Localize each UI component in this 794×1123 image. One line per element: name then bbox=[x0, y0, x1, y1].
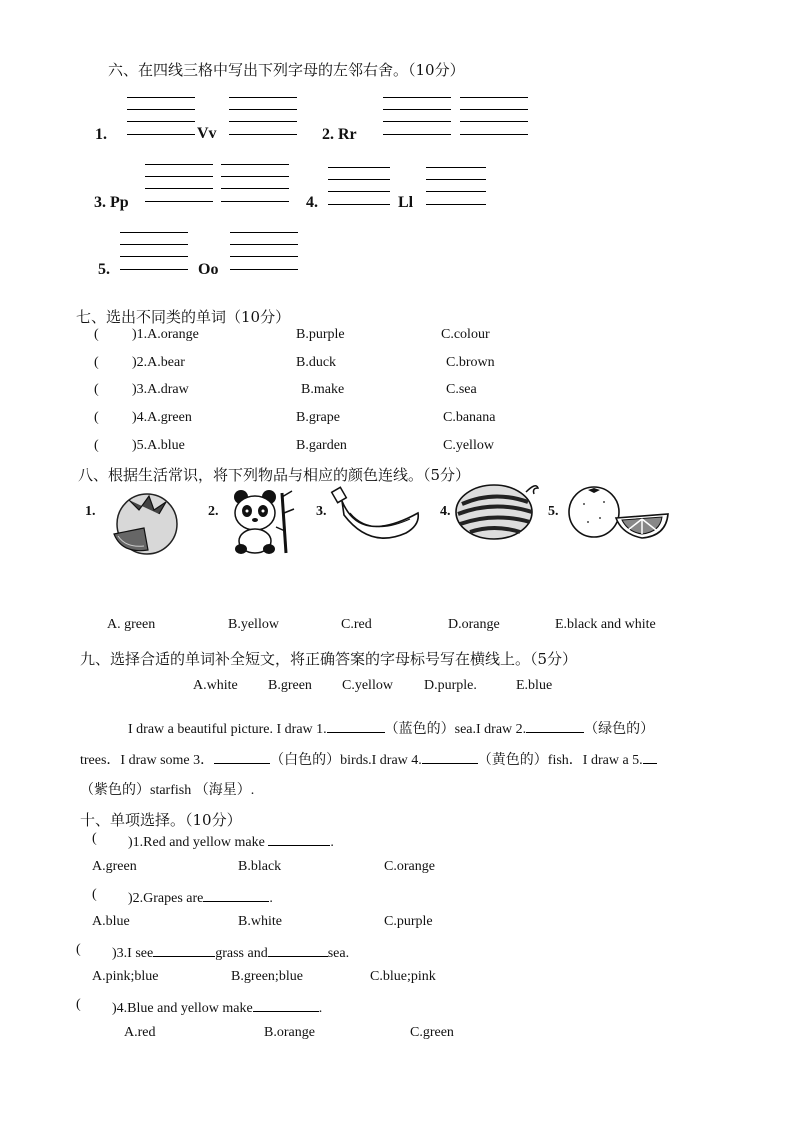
option-c: C.green bbox=[410, 1025, 454, 1040]
question-text: )5.A.blue bbox=[132, 438, 185, 453]
question-text: )4.A.green bbox=[132, 410, 192, 425]
question-text: )4.Blue and yellow make . bbox=[112, 997, 322, 1017]
section-10-heading: 十、单项选择。（10分） bbox=[80, 811, 242, 829]
option-b: B.duck bbox=[296, 355, 337, 370]
banana-icon bbox=[330, 485, 426, 545]
picture-label: 5. bbox=[548, 504, 559, 519]
passage-line-1: I draw a beautiful picture. I draw 1. （蓝色的）sea.I draw 2. （绿色的） bbox=[128, 718, 654, 738]
answer-blank[interactable] bbox=[268, 942, 328, 957]
four-line-grid[interactable] bbox=[460, 97, 528, 135]
option-c: C.colour bbox=[441, 327, 490, 342]
option-c: C.purple bbox=[384, 914, 433, 929]
answer-paren[interactable]: ( bbox=[94, 410, 99, 425]
answer-blank[interactable] bbox=[643, 749, 657, 764]
answer-paren[interactable]: ( bbox=[94, 355, 99, 370]
option-c: C.banana bbox=[443, 410, 496, 425]
orange-icon bbox=[566, 484, 674, 542]
question-text: )1.A.orange bbox=[132, 327, 199, 342]
word-option: C.yellow bbox=[342, 678, 393, 693]
answer-paren[interactable]: ( bbox=[76, 942, 81, 957]
watermelon-icon bbox=[452, 476, 544, 542]
option-b: B.green;blue bbox=[231, 969, 303, 984]
answer-blank[interactable] bbox=[253, 997, 319, 1012]
color-option[interactable]: D.orange bbox=[448, 617, 500, 632]
option-a: A.red bbox=[124, 1025, 156, 1040]
answer-paren[interactable]: ( bbox=[94, 382, 99, 397]
option-c: C.blue;pink bbox=[370, 969, 436, 984]
answer-blank[interactable] bbox=[268, 831, 330, 846]
passage-line-3: （紫色的）starfish （海星）. bbox=[80, 783, 255, 798]
color-option[interactable]: B.yellow bbox=[228, 617, 279, 632]
four-line-grid[interactable] bbox=[229, 97, 297, 135]
section-7-heading: 七、选出不同类的单词（10分） bbox=[76, 308, 291, 326]
option-c: C.orange bbox=[384, 859, 435, 874]
letters-vv: Vv bbox=[197, 125, 217, 142]
answer-paren[interactable]: ( bbox=[92, 831, 97, 846]
question-text: )2.Grapes are . bbox=[128, 887, 273, 907]
panda-icon bbox=[226, 487, 298, 557]
letters-oo: Oo bbox=[198, 261, 219, 278]
answer-paren[interactable]: ( bbox=[92, 887, 97, 902]
answer-paren[interactable]: ( bbox=[76, 997, 81, 1012]
answer-paren[interactable]: ( bbox=[94, 438, 99, 453]
option-b: B.purple bbox=[296, 327, 345, 342]
word-option: D.purple. bbox=[424, 678, 477, 693]
color-option[interactable]: E.black and white bbox=[555, 617, 656, 632]
answer-blank[interactable] bbox=[203, 887, 269, 902]
question-text: )3.A.draw bbox=[132, 382, 189, 397]
color-option[interactable]: A. green bbox=[107, 617, 156, 632]
option-a: A.pink;blue bbox=[92, 969, 159, 984]
four-line-grid[interactable] bbox=[230, 232, 298, 270]
four-line-grid[interactable] bbox=[145, 164, 213, 202]
question-text: )3.I see grass and sea. bbox=[112, 942, 349, 962]
item-1-number: 1. bbox=[95, 126, 107, 143]
question-text: )1.Red and yellow make . bbox=[128, 831, 334, 851]
option-b: B.black bbox=[238, 859, 282, 874]
option-b: B.garden bbox=[296, 438, 347, 453]
item-3-label: 3. Pp bbox=[94, 194, 129, 211]
option-c: C.brown bbox=[446, 355, 495, 370]
four-line-grid[interactable] bbox=[221, 164, 289, 202]
answer-paren[interactable]: ( bbox=[94, 327, 99, 342]
tomato-icon bbox=[104, 490, 182, 558]
item-5-number: 5. bbox=[98, 261, 110, 278]
item-2-label: 2. Rr bbox=[322, 126, 357, 143]
answer-blank[interactable] bbox=[526, 718, 584, 733]
picture-label: 2. bbox=[208, 504, 219, 519]
option-a: A.blue bbox=[92, 914, 130, 929]
answer-blank[interactable] bbox=[214, 749, 270, 764]
four-line-grid[interactable] bbox=[120, 232, 188, 270]
section-9-heading: 九、选择合适的单词补全短文，将正确答案的字母标号写在横线上。（5分） bbox=[80, 650, 578, 668]
item-4-number: 4. bbox=[306, 194, 318, 211]
word-option: B.green bbox=[268, 678, 312, 693]
passage-line-2: trees．I draw some 3． （白色的）birds.I draw 4. （黄色的）fish．I draw a 5. bbox=[80, 749, 657, 769]
four-line-grid[interactable] bbox=[328, 167, 390, 205]
option-b: B.white bbox=[238, 914, 282, 929]
four-line-grid[interactable] bbox=[383, 97, 451, 135]
four-line-grid[interactable] bbox=[127, 97, 195, 135]
question-text: )2.A.bear bbox=[132, 355, 185, 370]
picture-label: 4. bbox=[440, 504, 451, 519]
word-option: E.blue bbox=[516, 678, 553, 693]
answer-blank[interactable] bbox=[327, 718, 385, 733]
option-c: C.yellow bbox=[443, 438, 494, 453]
picture-label: 3. bbox=[316, 504, 327, 519]
answer-blank[interactable] bbox=[153, 942, 215, 957]
word-option: A.white bbox=[193, 678, 238, 693]
option-b: B.grape bbox=[296, 410, 340, 425]
section-8-heading: 八、根据生活常识，将下列物品与相应的颜色连线。（5分） bbox=[78, 466, 471, 484]
section-6-heading: 六、在四线三格中写出下列字母的左邻右舍。（10分） bbox=[108, 61, 465, 79]
option-c: C.sea bbox=[446, 382, 477, 397]
option-a: A.green bbox=[92, 859, 137, 874]
four-line-grid[interactable] bbox=[426, 167, 486, 205]
option-b: B.orange bbox=[264, 1025, 315, 1040]
picture-label: 1. bbox=[85, 504, 96, 519]
letters-ll: Ll bbox=[398, 194, 414, 211]
option-b: B.make bbox=[301, 382, 345, 397]
answer-blank[interactable] bbox=[422, 749, 478, 764]
color-option[interactable]: C.red bbox=[341, 617, 372, 632]
